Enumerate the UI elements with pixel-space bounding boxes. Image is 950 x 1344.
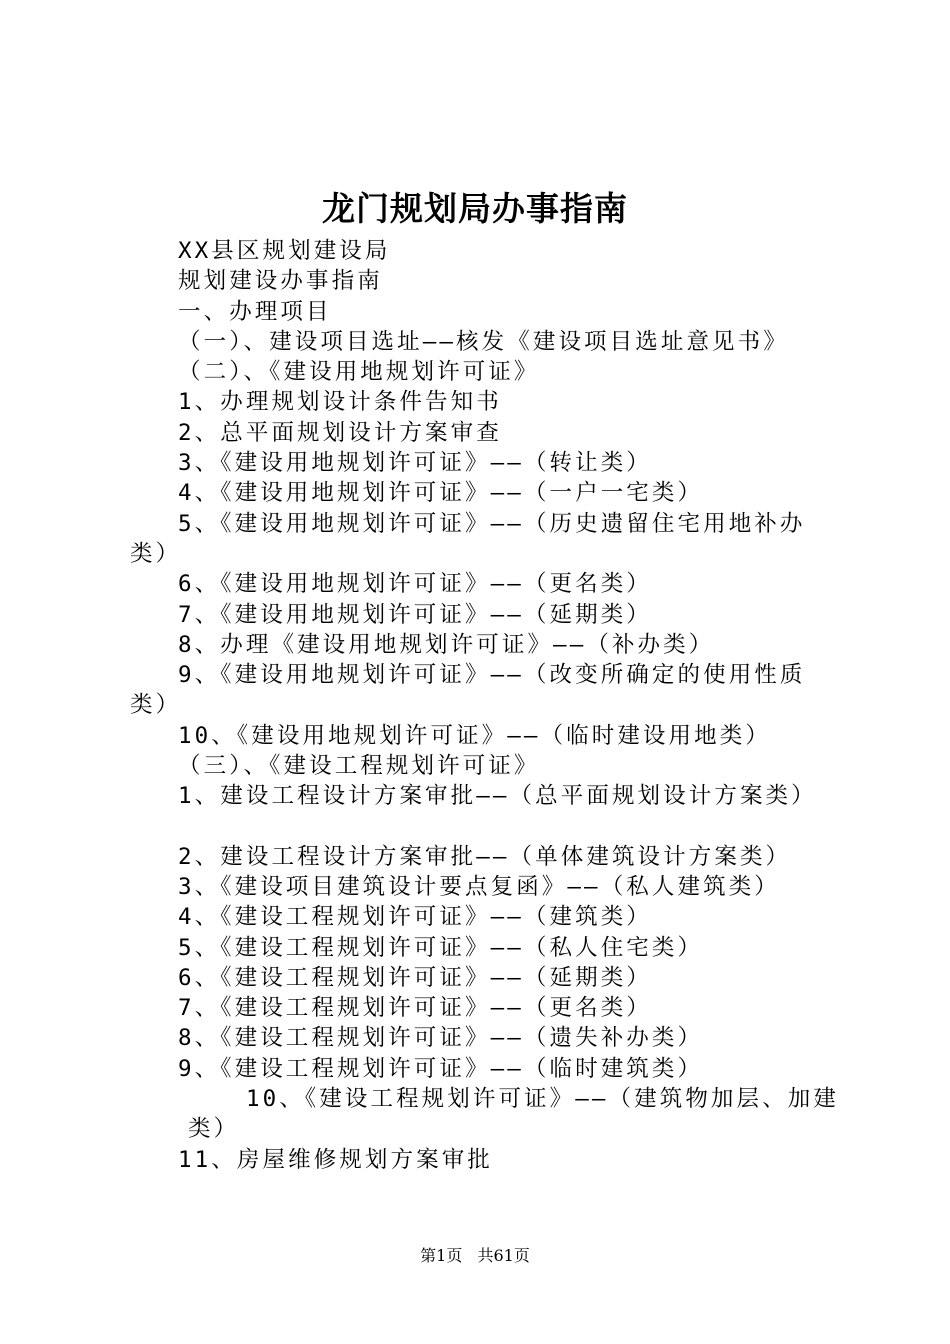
text-line: 一、办理项目 <box>178 298 332 325</box>
text-line: 规划建设办事指南 <box>178 268 383 295</box>
text-line: 11、房屋维修规划方案审批 <box>178 1146 493 1173</box>
text-line: 1、建设工程设计方案审批——（总平面规划设计方案类） <box>178 783 817 810</box>
text-line: 8、《建设工程规划许可证》——（遗失补办类） <box>178 1025 704 1052</box>
text-line: 7、《建设工程规划许可证》——（更名类） <box>178 995 652 1022</box>
text-line: 2、总平面规划设计方案审查 <box>178 419 502 446</box>
text-line: 1、办理规划设计条件告知书 <box>178 389 502 416</box>
text-line: XX县区规划建设局 <box>178 238 391 264</box>
document-title: 龙门规划局办事指南 <box>322 189 628 228</box>
text-line: 10、《建设用地规划许可证》——（临时建设用地类） <box>178 722 771 749</box>
text-line: 10、《建设工程规划许可证》——（建筑物加层、加建类） <box>188 1086 839 1143</box>
text-line: 9、《建设工程规划许可证》——（临时建筑类） <box>178 1055 704 1082</box>
text-line: 6、《建设工程规划许可证》——（延期类） <box>178 964 652 991</box>
text-line: 5、《建设工程规划许可证》——（私人住宅类） <box>178 934 704 961</box>
text-line: 5、《建设用地规划许可证》——（历史遗留住宅用地补办类） <box>130 510 806 567</box>
page-footer <box>0 1243 950 1266</box>
text-line: （三）、《建设工程规划许可证》 <box>178 753 540 780</box>
text-line: 6、《建设用地规划许可证》——（更名类） <box>178 571 652 598</box>
page-total: 共61页 <box>477 1246 530 1265</box>
document-body <box>130 236 842 1175</box>
text-line: 4、《建设工程规划许可证》——（建筑类） <box>178 904 652 931</box>
text-line: 3、《建设项目建筑设计要点复函》——（私人建筑类） <box>178 873 780 900</box>
text-line: （一）、建设项目选址——核发《建设项目选址意见书》 <box>178 328 789 355</box>
text-line: 8、办理《建设用地规划许可证》——（补办类） <box>178 631 715 658</box>
text-line: 9、《建设用地规划许可证》——（改变所确定的使用性质类） <box>130 662 806 719</box>
text-line: （二）、《建设用地规划许可证》 <box>178 359 540 386</box>
blank-line <box>130 812 842 842</box>
text-line: 7、《建设用地规划许可证》——（延期类） <box>178 601 652 628</box>
text-line: 4、《建设用地规划许可证》——（一户一宅类） <box>178 480 704 507</box>
text-line: 3、《建设用地规划许可证》——（转让类） <box>178 450 652 477</box>
text-line: 2、建设工程设计方案审批——（单体建筑设计方案类） <box>178 843 792 870</box>
page-number: 第1页 <box>420 1246 463 1265</box>
